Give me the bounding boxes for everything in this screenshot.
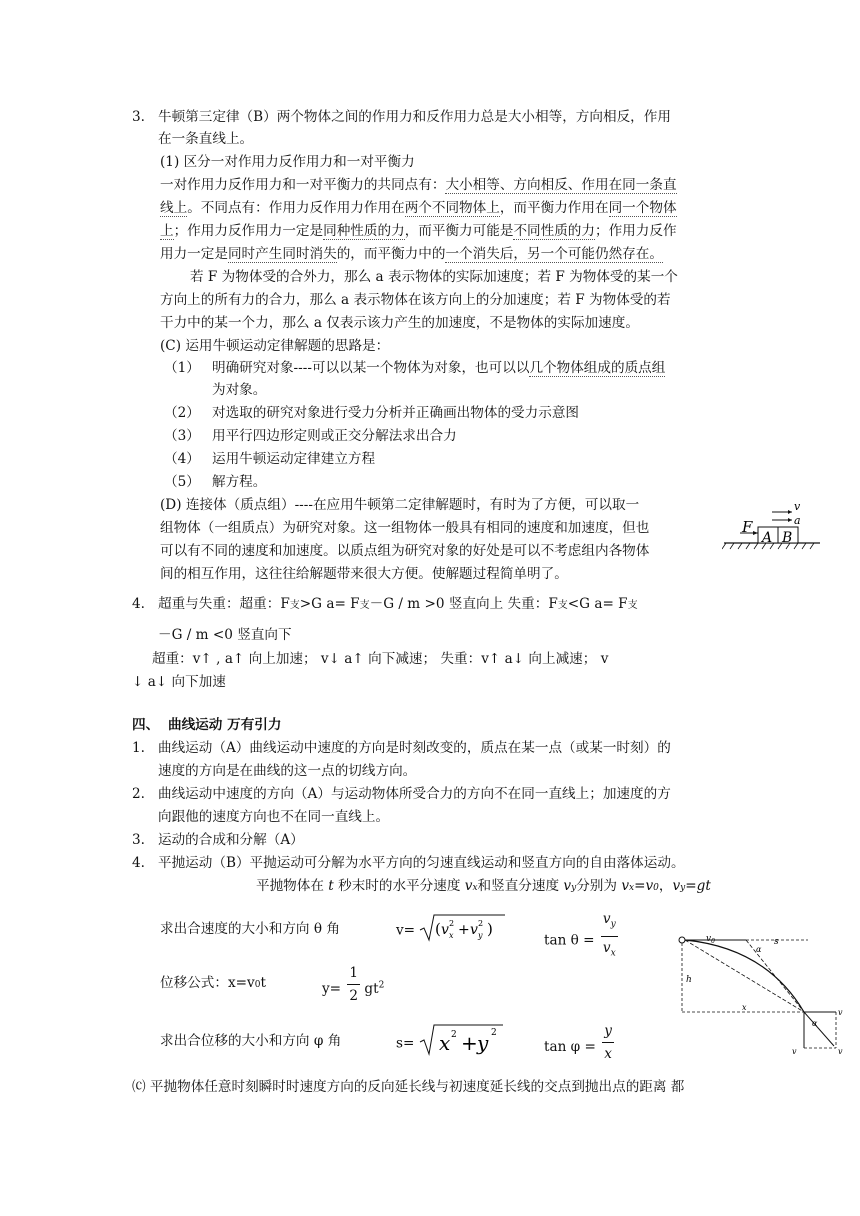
chapter-number: 四、 <box>132 717 160 733</box>
subscript: 支 <box>289 600 300 611</box>
connected-blocks-figure <box>722 498 822 552</box>
text-span: 平抛物体在 <box>256 878 329 894</box>
step-text: 解方程。 <box>212 474 267 490</box>
paragraph-line: 牛顿第三定律（B）两个物体之间的作用力和反作用力总是大小相等，方向相反，作用 <box>158 109 671 125</box>
tan-theta-formula <box>544 911 618 964</box>
fraction: $\frac{y}{x}$ <box>602 1020 614 1065</box>
subscript: y <box>571 883 577 893</box>
step-number: （4） <box>164 451 200 467</box>
v0-label: $v_0$ <box>706 934 715 945</box>
text-span: tan θ = <box>544 932 595 949</box>
paragraph-line: 方向上的所有力的合力，那么 a 表示物体在该方向上的分加速度；若 F 为物体受的若 <box>160 292 671 308</box>
text-span: 一对作用力反作用力和一对平衡力的共同点有： <box>160 177 446 193</box>
projectile-figure <box>676 930 848 1056</box>
underlined-text: 同时产生同时消失 <box>227 246 337 262</box>
subheading: (C) 运用牛顿运动定律解题的思路是： <box>160 338 390 354</box>
underlined-text: 线上 <box>160 200 188 216</box>
formula-label: 求出合位移的大小和方向 φ 角 <box>160 1033 342 1049</box>
step-text: 运用牛顿运动定律建立方程 <box>212 451 376 467</box>
text-span: ，而平衡力可能是 <box>404 223 514 239</box>
v-label: v <box>838 1047 843 1056</box>
paragraph-line: (D) 连接体（质点组）----在应用牛顿第二定律解题时，有时为了方便，可以取一 <box>160 497 640 513</box>
svg-text:y: y <box>478 931 483 940</box>
step-text: 为对象。 <box>212 382 267 398</box>
x-label: x <box>742 1003 747 1012</box>
text-span: 位移公式：x=v <box>160 975 255 991</box>
subscript: x <box>472 883 478 893</box>
paragraph-line: 曲线运动（A）曲线运动中速度的方向是时刻改变的，质点在某一点（或某一时刻）的 <box>158 740 671 756</box>
text-span: s= <box>396 1035 415 1052</box>
paragraph-line: 向跟他的速度方向也不在同一直线上。 <box>158 809 390 825</box>
paragraph-line <box>158 593 638 617</box>
paragraph-line: 超重：v↑ , a↑ 向上加速； v↓ a↑ 向下减速； 失重：v↑ a↓ 向上减速； v <box>152 651 609 667</box>
item-number: 4. <box>132 596 145 612</box>
text-span: 的，而平衡力中的 <box>336 246 446 262</box>
sqrt-vx-vy <box>419 912 507 944</box>
underlined-text: 同种性质的力 <box>323 223 405 239</box>
svg-text:v: v <box>441 922 450 938</box>
text-span: t <box>328 878 334 894</box>
paragraph-line: 间的相互作用，这往往给解题带来很大方便。使解题过程简单明了。 <box>160 566 568 582</box>
superscript: 2 <box>378 980 385 991</box>
text-span: －G / m >0 竖直向上 失重：F <box>369 596 558 612</box>
subscript: x <box>629 883 635 893</box>
text-span: v= <box>396 922 416 939</box>
tan-phi-formula <box>544 1023 614 1065</box>
subheading: (1) 区分一对作用力反作用力和一对平衡力 <box>160 154 415 170</box>
svg-text:): ) <box>487 920 494 938</box>
block-a-label: A <box>762 530 773 546</box>
svg-text:2: 2 <box>449 919 455 928</box>
text-span: ， <box>658 878 673 894</box>
svg-text:2: 2 <box>478 919 484 928</box>
item-number: 3. <box>132 109 145 125</box>
vy-label: v <box>792 1047 797 1056</box>
paragraph-line <box>160 220 677 242</box>
step-text: 用平行四边形定则或正交分解法求出合力 <box>212 428 457 444</box>
svg-text:x: x <box>438 1031 450 1055</box>
svg-text:+: + <box>460 1031 478 1055</box>
underlined-text: 同一个物体 <box>608 200 677 216</box>
svg-text:2: 2 <box>450 1030 457 1040</box>
alpha-label: α <box>756 945 762 954</box>
text-span: v <box>563 878 572 894</box>
fraction: $\frac{v_y}{v_x}$ <box>601 908 618 964</box>
h-label: h <box>686 975 692 985</box>
paragraph-line: 运动的合成和分解（A） <box>158 832 304 848</box>
text-span: 秒末时的水平分速度 <box>333 878 465 894</box>
text-span: y= <box>322 981 342 997</box>
block-b-label: B <box>782 530 793 546</box>
alpha-label: α <box>812 1019 818 1028</box>
chapter-title: 曲线运动 万有引力 <box>168 717 282 733</box>
velocity-label: v <box>794 500 801 513</box>
acceleration-label: a <box>794 514 801 527</box>
text-span: 和竖直分速度 <box>477 878 564 894</box>
text-span: t <box>260 975 266 991</box>
formula-label: 求出合速度的大小和方向 θ 角 <box>160 921 340 937</box>
text-span: gt <box>364 981 379 997</box>
step-number: （3） <box>164 428 200 444</box>
svg-text:+: + <box>458 922 471 938</box>
svg-text:y: y <box>476 1031 489 1055</box>
step-text: 对选取的研究对象进行受力分析并正确画出物体的受力示意图 <box>212 405 580 421</box>
underlined-text: 上 <box>160 223 174 239</box>
step-text <box>212 357 665 379</box>
subscript: 0 <box>653 883 659 893</box>
text-span: v <box>621 878 629 894</box>
denominator: 2 <box>349 988 359 1004</box>
subscript: 支 <box>627 600 638 611</box>
paragraph-line <box>256 875 711 899</box>
numerator: 1 <box>347 962 360 985</box>
svg-text:2: 2 <box>490 1028 497 1038</box>
force-label: F <box>742 518 753 536</box>
displacement-formula <box>396 1030 505 1058</box>
subscript: 支 <box>557 600 568 611</box>
subscript: y <box>680 883 686 893</box>
step-number: （5） <box>164 474 200 490</box>
subscript: 0 <box>254 980 261 990</box>
subscript: 支 <box>359 600 370 611</box>
paragraph-line: 平抛运动（B）平抛运动可分解为水平方向的匀速直线运动和竖直方向的自由落体运动。 <box>158 855 685 871</box>
paragraph-line: ↓ a↓ 向下加速 <box>132 674 226 690</box>
text-span: v <box>672 878 681 894</box>
svg-text:(: ( <box>435 920 442 938</box>
sqrt-x-y <box>419 1022 505 1058</box>
y-formula <box>322 965 385 1007</box>
text-span: 分别为 <box>576 878 622 894</box>
item-number: 4. <box>132 855 145 871</box>
item-number: 1. <box>132 740 145 756</box>
text-span: 超重与失重：超重：F <box>158 596 290 612</box>
paragraph-line <box>160 243 663 265</box>
s-label: s <box>774 937 779 947</box>
paragraph-line: ⒞ 平抛物体任意时刻瞬时时速度方向的反向延长线与初速度延长线的交点到抛出点的距离 都 <box>132 1079 685 1095</box>
paragraph-line <box>160 174 677 196</box>
underlined-text: 几个物体组成的质点组 <box>529 360 666 376</box>
underlined-text: 一个消失后，另一个可能仍然存在。 <box>445 246 663 262</box>
step-number: （2） <box>164 405 200 421</box>
step-number: （1） <box>164 360 200 376</box>
text-span: v <box>464 878 473 894</box>
text-span: >G a= F <box>299 596 360 612</box>
text-span: ，而平衡力作用在 <box>499 200 609 216</box>
item-number: 2. <box>132 786 145 802</box>
paragraph-line: 在一条直线上。 <box>158 131 254 147</box>
velocity-formula <box>396 918 507 944</box>
underlined-text: 大小相等、方向相反、作用在同一条直 <box>445 177 677 193</box>
text-span: =v <box>634 878 654 894</box>
fraction <box>347 962 360 1007</box>
text-span: ；作用力反作用力一定是 <box>173 223 324 239</box>
text-span: 用力一定是 <box>160 246 228 262</box>
text-span: tan φ = <box>544 1039 596 1055</box>
paragraph-line: 速度的方向是在曲线的这一点的切线方向。 <box>158 763 417 779</box>
paragraph-line: 若 F 为物体受的合外力，那么 a 表示物体的实际加速度；若 F 为物体受的某一个 <box>190 269 678 285</box>
paragraph-line <box>160 197 677 219</box>
paragraph-line: 曲线运动中速度的方向（A）与运动物体所受合力的方向不在同一直线上；加速度的方 <box>158 786 671 802</box>
text-span: 。不同点有：作用力反作用力作用在 <box>187 200 405 216</box>
vx-label: v <box>838 1008 843 1017</box>
text-span: <G a= F <box>567 596 628 612</box>
formula-label <box>160 972 266 996</box>
text-span: =gt <box>685 878 711 894</box>
text-span: 明确研究对象----可以以某一个物体为对象，也可以以 <box>212 360 530 376</box>
svg-text:x: x <box>449 931 454 940</box>
text-span: ；作用力反作 <box>595 223 677 239</box>
item-number: 3. <box>132 832 145 848</box>
paragraph-line: 干力中的某一个力，那么 a 仅表示该力产生的加速度，不是物体的实际加速度。 <box>160 315 639 331</box>
svg-text:v: v <box>470 922 479 938</box>
paragraph-line: 可以有不同的速度和加速度。以质点组为研究对象的好处是可以不考虑组内各物体 <box>160 543 650 559</box>
underlined-text: 不同性质的力 <box>513 223 595 239</box>
paragraph-line: －G / m <0 竖直向下 <box>158 627 292 643</box>
underlined-text: 两个不同物体上 <box>404 200 500 216</box>
paragraph-line: 组物体（一组质点）为研究对象。这一组物体一般具有相同的速度和加速度，但也 <box>160 520 650 536</box>
